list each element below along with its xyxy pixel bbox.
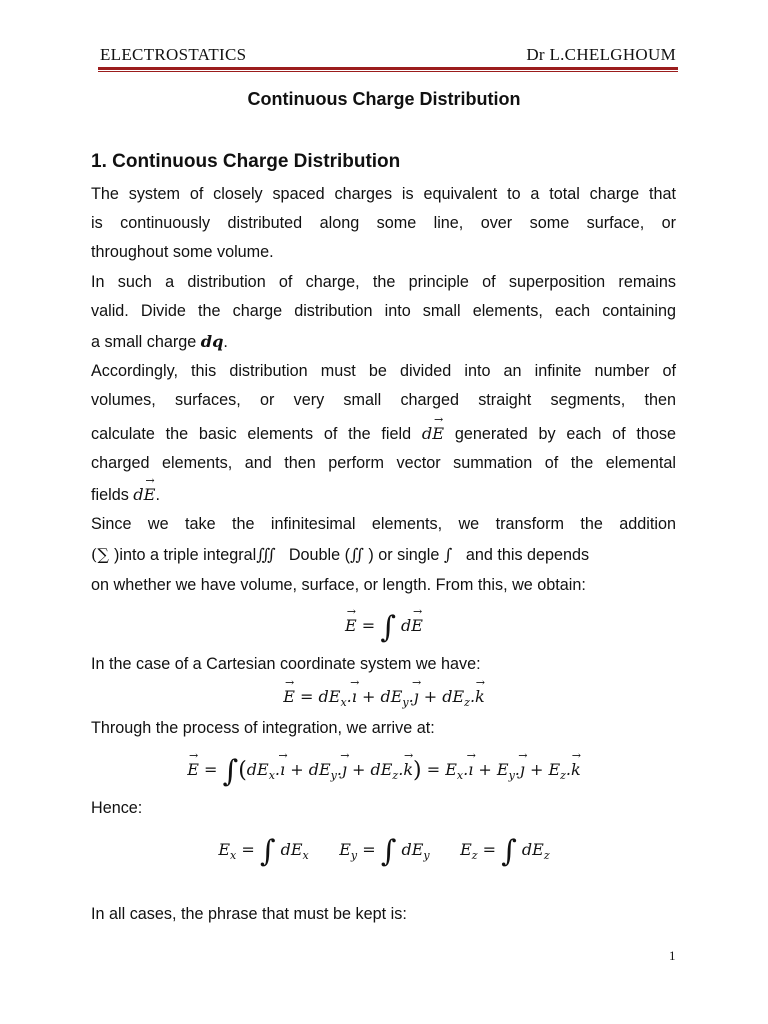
- equation-field-integral: → E = ∫ d→ E: [0, 610, 768, 645]
- header-rule-thin: [98, 71, 678, 72]
- body-line-17: Hence:: [91, 799, 143, 817]
- running-header: [98, 43, 678, 65]
- body-line-6: a small charge dq.: [91, 332, 228, 351]
- equation-components: $E_x$ = ∫ $dE_x$ $E_y$ = ∫ $dE_y$ $E_z$ = ∫ $dE_z$: [218, 834, 550, 869]
- body-line-13-d: and this depends: [465, 546, 590, 564]
- body-line-1: The system of closely spaced charges is equivalent to a total charge that: [91, 185, 676, 203]
- sum-symbol: (∑: [91, 545, 115, 564]
- body-line-16: Through the process of integration, we arrive at:: [91, 719, 435, 737]
- body-line-6-text: a small charge: [91, 333, 197, 351]
- header-author: Dr L.CHELGHOUM: [526, 45, 676, 64]
- body-line-13: [91, 545, 676, 565]
- body-line-11-text: fields: [91, 486, 129, 504]
- body-line-13-b: Double (: [288, 546, 351, 564]
- body-line-3: throughout some volume.: [91, 243, 274, 261]
- equation-integration: → $E = \int(dE_x.\to$ ı + $dE_y.\to$ ȷ + $dE_z.\to k) = E_x.\to$ ı + $E_y.\to$ ȷ + $E_z.\to k$: [0, 754, 768, 789]
- triple-integral-symbol: ∭: [256, 545, 276, 564]
- double-integral-symbol: ∬: [350, 545, 364, 564]
- body-line-18: In all cases, the phrase that must be kept is:: [91, 905, 407, 923]
- dq-symbol: dq: [200, 332, 224, 351]
- body-line-9-b: generated by each of those: [454, 425, 677, 443]
- body-line-13-c: ) or single: [368, 546, 440, 564]
- dE-vector: d→ E: [422, 424, 444, 443]
- body-line-13-a: )into a triple integral: [114, 546, 257, 564]
- body-line-10: charged elements, and then perform vector summation of the elemental: [91, 454, 676, 472]
- body-line-12: Since we take the infinitesimal elements, we transform the addition: [91, 515, 676, 533]
- single-integral-symbol: ∫: [443, 545, 453, 564]
- page-number: 1: [669, 948, 676, 963]
- equation-cartesian: → $E = dE_x.\to$ ı + $dE_y.\to$ ȷ + $dE_z.\to k$: [0, 687, 768, 709]
- header-rule-thick: [98, 67, 678, 70]
- header-subject: ELECTROSTATICS: [100, 45, 247, 64]
- body-line-5: valid. Divide the charge distribution into small elements, each containing: [91, 302, 676, 320]
- body-line-9-a: calculate the basic elements of the field: [91, 425, 412, 443]
- body-line-8: volumes, surfaces, or very small charged straight segments, then: [91, 391, 676, 409]
- body-line-2: is continuously distributed along some line, over some surface, or: [91, 214, 676, 232]
- dE-vector: d→ E: [133, 485, 155, 504]
- body-line-7: Accordingly, this distribution must be divided into an infinite number of: [91, 362, 676, 380]
- body-line-4: In such a distribution of charge, the principle of superposition remains: [91, 273, 676, 291]
- body-line-15: In the case of a Cartesian coordinate system we have:: [91, 655, 481, 673]
- body-line-9: [91, 424, 676, 444]
- body-line-11: fields d→ E.: [91, 485, 676, 505]
- section-heading: 1. Continuous Charge Distribution: [91, 151, 401, 172]
- page-title: Continuous Charge Distribution: [247, 89, 521, 109]
- body-line-14: on whether we have volume, surface, or length. From this, we obtain:: [91, 576, 586, 594]
